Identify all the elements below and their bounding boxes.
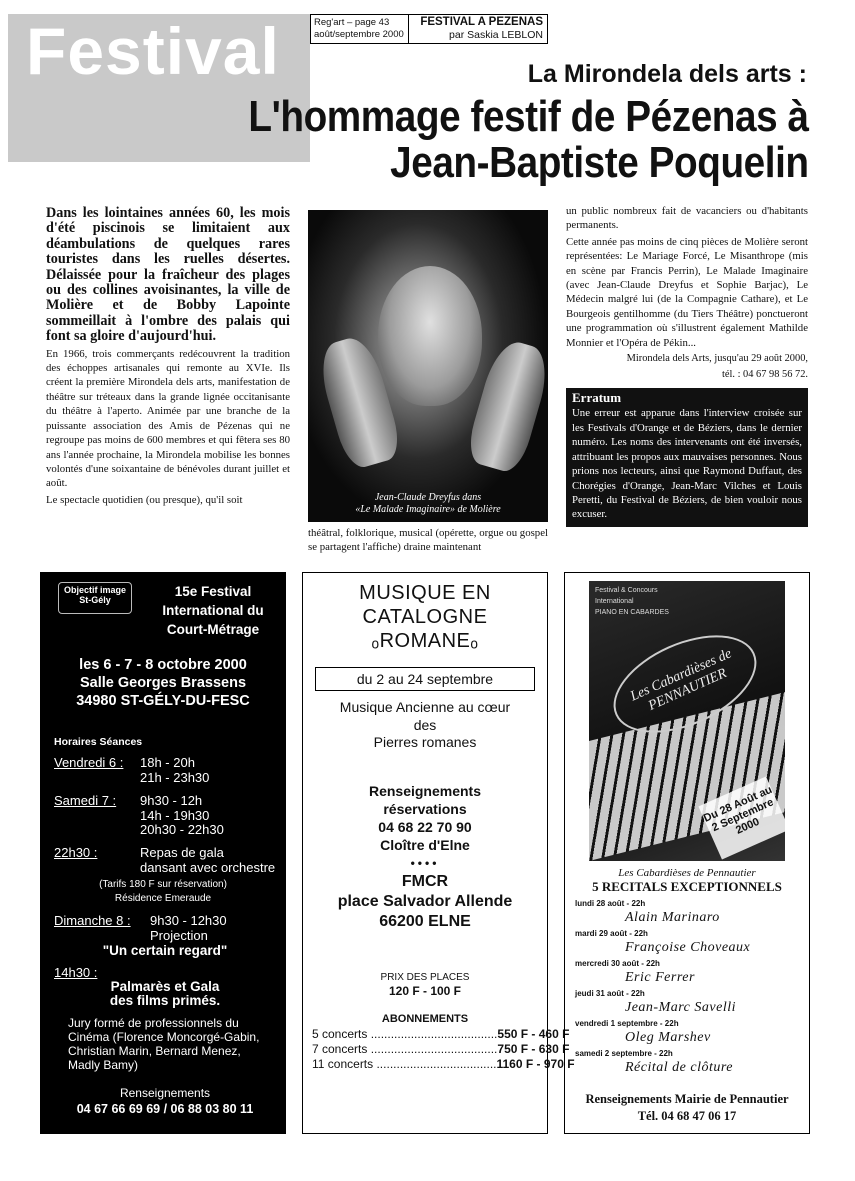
recital-date: mercredi 30 août - 22h bbox=[575, 959, 660, 968]
subtitle-line: Pierres romanes bbox=[373, 734, 477, 750]
recital-artist: Alain Marinaro bbox=[625, 910, 720, 925]
gala-line: Repas de gala bbox=[140, 845, 224, 860]
article-paragraph: un public nombreux fait de vacanciers ou d'habitants permanents. bbox=[566, 205, 808, 232]
recital-date: samedi 2 septembre - 22h bbox=[575, 1049, 673, 1058]
prices: 120 F - 100 F bbox=[388, 983, 462, 998]
issue-date: août/septembre 2000 bbox=[314, 29, 404, 40]
info-phone: 04 68 22 70 90 bbox=[378, 818, 472, 835]
subscription-row bbox=[312, 1041, 570, 1057]
issue-info bbox=[311, 15, 409, 43]
photo-caption-line-2: «Le Malade Imaginaire» de Molière bbox=[355, 504, 501, 515]
article-paragraph: En 1966, trois commerçants redécouvrent la tradition des échoppes artisanales qui remonte au XVIe. Ils créent la première Mirondela dels arts, manifestation de théâtre sur tréteaux dans la grande lignée occitanisante du théâtre à l'aperto. Animée par une branche de la puissante association des Amis de Pézenas qui ne regroupe pas moins de 600 membres et qui fêtera ses 80 ans l'année prochaine, la Mirondela mobilise les bonnes volontés d'une soixantaine de bénévoles durant juillet et août. bbox=[46, 347, 290, 490]
gala-place: Résidence Emeraude bbox=[114, 893, 212, 904]
closing-title: Palmarès et Gala bbox=[110, 979, 220, 994]
subtitle-line: des bbox=[413, 716, 437, 733]
subscription-label: 5 concerts ...................................... bbox=[312, 1026, 498, 1041]
recital-artist: Eric Ferrer bbox=[625, 970, 695, 985]
article-lead: Dans les lointaines années 60, les mois d'été piscinois se limitaient aux déambulations de quelques rares touristes dans les ruelles désertes. Délaissée pour la fraîcheur des plages ou des collines avoisinantes, la ville de Molière et de Bobby Lapointe sommeillait à l'ombre des palais qui font sa gloire d'aujourd'hui. bbox=[46, 205, 290, 345]
poster-line: PIANO EN CABARDES bbox=[595, 609, 669, 616]
ad-piano-festival bbox=[564, 572, 810, 1134]
recital-date: mardi 29 août - 22h bbox=[575, 929, 648, 938]
headline-line-1: L'hommage festif de Pézenas à bbox=[248, 92, 809, 141]
article-paragraph: Le spectacle quotidien (ou presque), qu'il soit bbox=[46, 493, 243, 506]
article-column-3 bbox=[566, 204, 808, 527]
festival-logo: Objectif image St-Gély bbox=[58, 582, 132, 614]
recital-date: vendredi 1 septembre - 22h bbox=[575, 1019, 679, 1028]
schedule-sunday bbox=[54, 913, 227, 943]
city-line: 34980 ST-GÉLY-DU-FESC bbox=[76, 693, 250, 709]
ornament-icon: ₒ bbox=[371, 630, 380, 652]
title-line: CATALOGNE bbox=[362, 606, 488, 628]
dates-box: du 2 au 24 septembre bbox=[315, 667, 535, 691]
title-line bbox=[303, 629, 547, 653]
piano-poster bbox=[589, 581, 785, 861]
byline: par Saskia LEBLON bbox=[449, 29, 543, 41]
organizer-address: place Salvador Allende bbox=[337, 892, 513, 910]
subtitle bbox=[303, 699, 547, 752]
schedule-day: Vendredi 6 : bbox=[54, 755, 124, 770]
recital-item bbox=[575, 1019, 809, 1049]
time-slot: Projection bbox=[150, 927, 208, 943]
jury-info: Jury formé de professionnels du Cinéma (Florence Moncorgé-Gabin, Christian Marin, Bernard Menez, Madly Bamy) bbox=[68, 1016, 260, 1072]
closing-line bbox=[54, 980, 276, 1008]
festival-edition bbox=[144, 582, 282, 639]
time-slot: 21h - 23h30 bbox=[140, 769, 210, 785]
subscriptions-list bbox=[312, 1026, 575, 1072]
photo-caption bbox=[308, 492, 548, 516]
recital-artist: Françoise Choveaux bbox=[625, 940, 751, 955]
edition-line: 15e Festival bbox=[174, 584, 252, 599]
recital-item bbox=[575, 899, 809, 929]
poster-line: International bbox=[595, 598, 634, 605]
schedule-title: Horaires Séances bbox=[54, 736, 143, 748]
erratum-box bbox=[566, 388, 808, 527]
closing-subtitle: des films primés. bbox=[109, 993, 221, 1008]
recital-artist: Récital de clôture bbox=[625, 1060, 733, 1075]
organizer bbox=[303, 872, 547, 932]
schedule-times bbox=[140, 794, 224, 838]
erratum-title: Erratum bbox=[572, 390, 622, 406]
info-phone: Tél. 04 68 47 06 17 bbox=[637, 1109, 737, 1123]
schedule-times bbox=[140, 756, 209, 785]
schedule-day: Samedi 7 : bbox=[54, 793, 117, 808]
banner-word: Festival bbox=[26, 14, 280, 88]
separator-dots: •••• bbox=[410, 855, 440, 870]
poster-text bbox=[595, 585, 669, 618]
schedule-time: 22h30 : bbox=[54, 845, 98, 860]
gala-note: (Tarifs 180 F sur réservation) bbox=[99, 879, 227, 890]
info-place: Cloître d'Elne bbox=[380, 836, 470, 853]
ad-title bbox=[303, 581, 547, 653]
erratum-text: Une erreur est apparue dans l'interview croisée sur les Festivals d'Orange et de Béziers, dans le dernier numéro. Les noms des intervenants ont été inversés, attribuant les propos aux mauvaises personnes. Nous prions nos lecteurs, ainsi que Raymond Duffaut, des Chorégies d'Orange, Jean-Marc Vilches et Louis Peretti, du Festival de Béziers, de bien vouloir nous excuser. bbox=[572, 407, 802, 521]
schedule-closing bbox=[54, 966, 97, 981]
recital-artist: Oleg Marshev bbox=[625, 1030, 711, 1045]
poster-line: Festival & Concours bbox=[595, 587, 658, 594]
schedule-times bbox=[150, 914, 227, 943]
recital-date: jeudi 31 août - 22h bbox=[575, 989, 645, 998]
edition-line: Court-Métrage bbox=[166, 622, 260, 637]
festival-signature: Les Cabardièses de Pennautier bbox=[618, 867, 756, 879]
edition-line: International du bbox=[162, 603, 264, 618]
gala-line: dansant avec orchestre bbox=[140, 859, 276, 875]
recital-list bbox=[565, 899, 809, 1079]
schedule-day: Dimanche 8 : bbox=[54, 913, 131, 928]
section-info bbox=[409, 15, 547, 43]
subscription-row bbox=[312, 1026, 570, 1042]
time-slot: 18h - 20h bbox=[140, 755, 195, 770]
info-title: Renseignements Mairie de Pennautier bbox=[585, 1092, 789, 1106]
info-title: Renseignements bbox=[119, 1086, 211, 1100]
recital-item bbox=[575, 959, 809, 989]
time-slot: 9h30 - 12h30 bbox=[150, 913, 227, 928]
recitals-title: 5 RECITALS EXCEPTIONNELS bbox=[592, 879, 782, 894]
subscriptions-title: ABONNEMENTS bbox=[381, 1012, 469, 1025]
venue-line: Salle Georges Brassens bbox=[79, 675, 247, 691]
time-slot: 20h30 - 22h30 bbox=[140, 822, 224, 837]
piano-info bbox=[565, 1091, 809, 1125]
article-column-1 bbox=[46, 206, 290, 507]
organizer-city: 66200 ELNE bbox=[379, 912, 471, 930]
article-paragraph: Cette année pas moins de cinq pièces de Molière seront représentées: Le Mariage Forcé, Le Misanthrope (mis en scène par Francis Perrin), Le Malade Imaginaire (avec Jean-Claude Dreyfus et Sophie Barjac), Le Médecin malgré lui (de la Compagnie Cathare), et Le Bourgeois gentilhomme (du Tiers Théâtre) ponctueront une programmation où s'illustrent également Mathilde Monnier et l'Opéra de Pékin... bbox=[566, 235, 808, 349]
ad-short-film-festival bbox=[40, 572, 286, 1134]
recital-artist: Jean-Marc Savelli bbox=[625, 1000, 736, 1015]
title-line: MUSIQUE EN bbox=[359, 582, 491, 604]
dates-line: les 6 - 7 - 8 octobre 2000 bbox=[79, 657, 247, 673]
subscription-label: 7 concerts ...................................... bbox=[312, 1041, 498, 1056]
schedule-friday bbox=[54, 755, 210, 785]
poster-date-stamp: Du 28 Août au 2 Septembre 2000 bbox=[698, 776, 789, 859]
subscription-price: 1160 F - 970 F bbox=[496, 1056, 575, 1071]
event-info: Mirondela dels Arts, jusqu'au 29 août 2000, bbox=[626, 353, 808, 365]
photo-face bbox=[378, 266, 482, 406]
info-phone: 04 67 66 69 69 / 06 88 03 80 11 bbox=[76, 1102, 254, 1116]
festival-dates bbox=[40, 656, 286, 710]
issue-page: Reg'art – page 43 bbox=[314, 17, 390, 28]
schedule-times bbox=[140, 846, 275, 875]
photo-caption-line-1: Jean-Claude Dreyfus dans bbox=[374, 492, 482, 503]
issue-box bbox=[310, 14, 548, 44]
organizer-name: FMCR bbox=[401, 872, 449, 890]
schedule-time: 14h30 : bbox=[54, 965, 98, 980]
subscription-price: 550 F - 460 F bbox=[497, 1026, 570, 1041]
time-slot: 9h30 - 12h bbox=[140, 793, 203, 808]
actor-photo bbox=[308, 210, 548, 522]
recital-date: lundi 28 août - 22h bbox=[575, 899, 646, 908]
headline bbox=[249, 94, 809, 186]
recital-item bbox=[575, 929, 809, 959]
poster-oval-logo: Les Cabardièses de PENNAUTIER bbox=[599, 616, 771, 753]
recital-item bbox=[575, 989, 809, 1019]
event-phone: tél. : 04 67 98 56 72. bbox=[721, 369, 808, 381]
headline-line-2: Jean-Baptiste Poquelin bbox=[390, 138, 809, 187]
schedule-saturday bbox=[54, 793, 224, 837]
schedule-gala bbox=[54, 845, 276, 875]
booking-info bbox=[303, 782, 547, 854]
recital-item bbox=[575, 1049, 809, 1079]
subscription-label: 11 concerts .................................... bbox=[312, 1056, 497, 1071]
subtitle-line: Musique Ancienne au cœur bbox=[339, 699, 511, 715]
section-title: FESTIVAL A PEZENAS bbox=[420, 16, 543, 28]
prices-title: PRIX DES PLACES bbox=[380, 971, 470, 983]
subscription-price: 750 F - 630 F bbox=[497, 1041, 570, 1056]
subscription-row bbox=[312, 1056, 575, 1072]
info-line: Renseignements bbox=[368, 782, 482, 799]
sunday-program: "Un certain regard" bbox=[102, 943, 228, 958]
info-line: réservations bbox=[383, 800, 467, 817]
title-word: ROMANE bbox=[379, 630, 471, 652]
kicker: La Mirondela dels arts : bbox=[527, 60, 807, 88]
time-slot: 14h - 19h30 bbox=[140, 807, 210, 823]
ornament-icon: ₒ bbox=[470, 630, 479, 652]
ad-music-catalogne bbox=[302, 572, 575, 1134]
article-column-2: théâtral, folklorique, musical (opérette, orgue ou gospel se partagent l'affiche) draine maintenant bbox=[308, 527, 548, 554]
